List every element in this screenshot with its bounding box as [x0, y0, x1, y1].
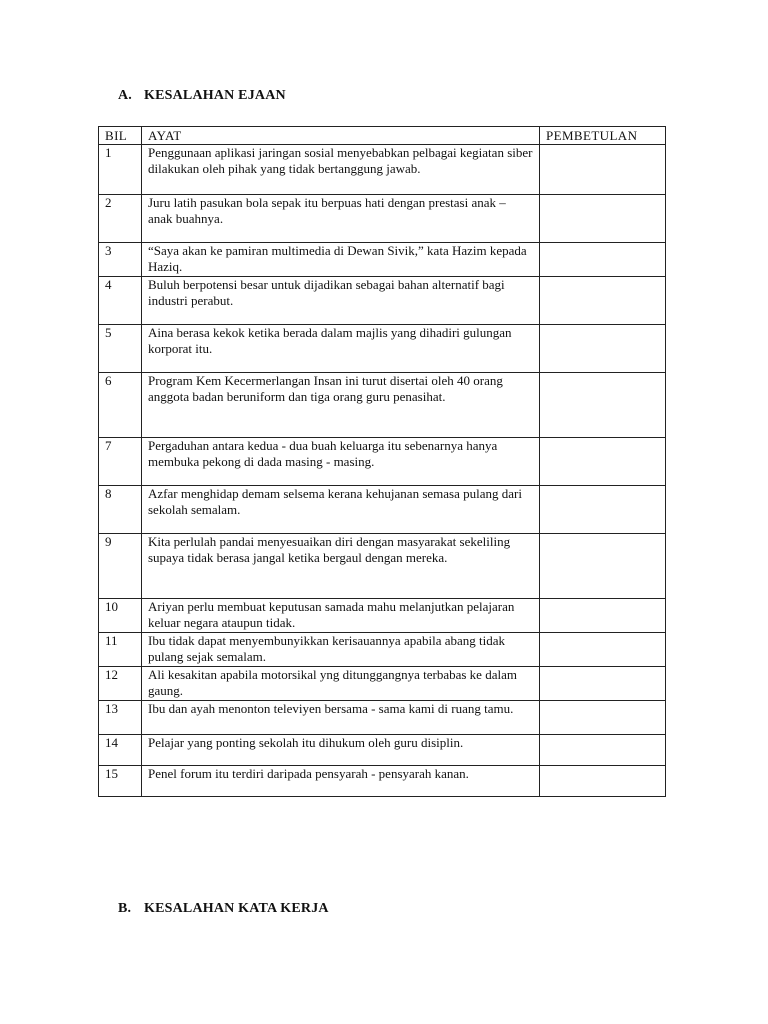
section-a-title: KESALAHAN EJAAN	[144, 88, 286, 103]
spelling-error-table	[98, 126, 666, 797]
table-row	[99, 766, 666, 797]
row-number: 8	[99, 486, 142, 534]
row-number: 3	[99, 243, 142, 277]
row-correction-cell[interactable]	[540, 373, 666, 438]
row-sentence: Azfar menghidap demam selsema kerana kehujanan semasa pulang dari sekolah semalam.	[142, 486, 540, 534]
row-sentence: Ibu dan ayah menonton televiyen bersama - sama kami di ruang tamu.	[142, 701, 540, 735]
row-correction-cell[interactable]	[540, 195, 666, 243]
row-number: 4	[99, 277, 142, 325]
row-number: 6	[99, 373, 142, 438]
table-row	[99, 277, 666, 325]
header-bil: BIL	[99, 127, 142, 145]
row-correction-cell[interactable]	[540, 667, 666, 701]
row-correction-cell[interactable]	[540, 701, 666, 735]
table-row	[99, 667, 666, 701]
row-correction-cell[interactable]	[540, 766, 666, 797]
row-number: 13	[99, 701, 142, 735]
table-body	[99, 145, 666, 797]
row-correction-cell[interactable]	[540, 325, 666, 373]
row-correction-cell[interactable]	[540, 438, 666, 486]
row-sentence: Program Kem Kecermerlangan Insan ini turut disertai oleh 40 orang anggota badan beruniform dan tiga orang guru penasihat.	[142, 373, 540, 438]
row-correction-cell[interactable]	[540, 735, 666, 766]
header-pembetulan: PEMBETULAN	[540, 127, 666, 145]
row-sentence: Pelajar yang ponting sekolah itu dihukum oleh guru disiplin.	[142, 735, 540, 766]
row-number: 9	[99, 534, 142, 599]
table-row	[99, 373, 666, 438]
table-row	[99, 243, 666, 277]
section-a-heading	[118, 88, 286, 104]
table-row	[99, 599, 666, 633]
table-row	[99, 486, 666, 534]
table-row	[99, 325, 666, 373]
row-number: 1	[99, 145, 142, 195]
row-correction-cell[interactable]	[540, 486, 666, 534]
row-sentence: Ibu tidak dapat menyembunyikkan kerisauannya apabila abang tidak pulang sejak semalam.	[142, 633, 540, 667]
row-correction-cell[interactable]	[540, 633, 666, 667]
table-row	[99, 534, 666, 599]
table-row	[99, 438, 666, 486]
header-ayat: AYAT	[142, 127, 540, 145]
row-number: 12	[99, 667, 142, 701]
row-correction-cell[interactable]	[540, 599, 666, 633]
row-sentence: Ali kesakitan apabila motorsikal yng ditunggangnya terbabas ke dalam gaung.	[142, 667, 540, 701]
row-number: 14	[99, 735, 142, 766]
row-sentence: “Saya akan ke pamiran multimedia di Dewan Sivik,” kata Hazim kepada Haziq.	[142, 243, 540, 277]
row-correction-cell[interactable]	[540, 534, 666, 599]
row-number: 5	[99, 325, 142, 373]
row-sentence: Aina berasa kekok ketika berada dalam majlis yang dihadiri gulungan korporat itu.	[142, 325, 540, 373]
row-sentence: Ariyan perlu membuat keputusan samada mahu melanjutkan pelajaran keluar negara ataupun tidak.	[142, 599, 540, 633]
row-sentence: Penel forum itu terdiri daripada pensyarah - pensyarah kanan.	[142, 766, 540, 797]
row-correction-cell[interactable]	[540, 243, 666, 277]
table-row	[99, 735, 666, 766]
row-sentence: Juru latih pasukan bola sepak itu berpuas hati dengan prestasi anak – anak buahnya.	[142, 195, 540, 243]
table-header-row	[99, 127, 666, 145]
row-sentence: Kita perlulah pandai menyesuaikan diri dengan masyarakat sekeliling supaya tidak berasa jangal ketika bergaul dengan mereka.	[142, 534, 540, 599]
row-sentence: Penggunaan aplikasi jaringan sosial menyebabkan pelbagai kegiatan siber dilakukan oleh pihak yang tidak bertanggung jawab.	[142, 145, 540, 195]
row-correction-cell[interactable]	[540, 277, 666, 325]
row-number: 11	[99, 633, 142, 667]
section-b-heading	[118, 901, 329, 917]
row-correction-cell[interactable]	[540, 145, 666, 195]
section-b-title: KESALAHAN KATA KERJA	[144, 901, 329, 916]
row-number: 10	[99, 599, 142, 633]
table-row	[99, 701, 666, 735]
row-number: 2	[99, 195, 142, 243]
row-sentence: Buluh berpotensi besar untuk dijadikan sebagai bahan alternatif bagi industri perabut.	[142, 277, 540, 325]
row-number: 7	[99, 438, 142, 486]
table-row	[99, 633, 666, 667]
table-row	[99, 195, 666, 243]
section-a-letter: A.	[118, 88, 133, 103]
section-b-letter: B.	[118, 901, 132, 916]
table-row	[99, 145, 666, 195]
row-number: 15	[99, 766, 142, 797]
row-sentence: Pergaduhan antara kedua - dua buah keluarga itu sebenarnya hanya membuka pekong di dada masing - masing.	[142, 438, 540, 486]
